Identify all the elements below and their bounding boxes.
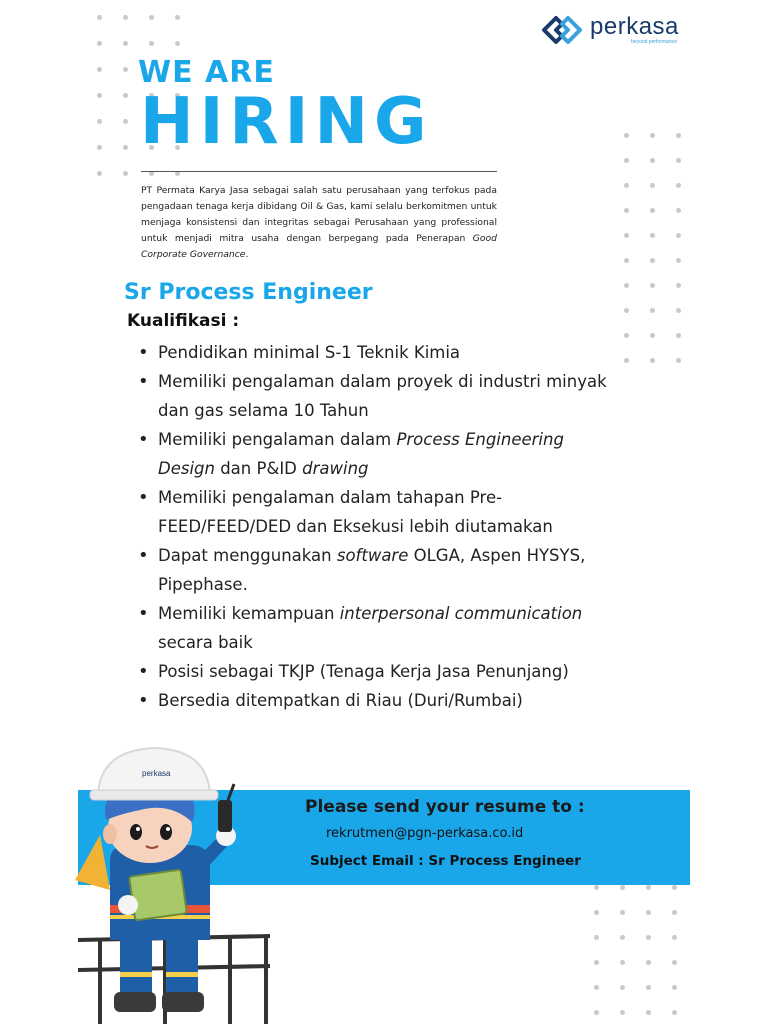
divider	[141, 171, 497, 172]
list-item: • Pendidikan minimal S-1 Teknik Kimia	[138, 338, 608, 367]
company-logo	[538, 12, 688, 48]
list-item: • Memiliki pengalaman dalam proyek di industri minyak dan gas selama 10 Tahun	[138, 367, 608, 425]
helmet-logo-text: perkasa	[142, 769, 171, 778]
list-item: • Dapat menggunakan software OLGA, Aspen HYSYS, Pipephase.	[138, 541, 608, 599]
list-item: • Memiliki pengalaman dalam Process Engineering Design dan P&ID drawing	[138, 425, 608, 483]
intro-italic: Good Corporate Governance	[141, 233, 497, 260]
dots-pattern-bottom-right	[594, 885, 677, 1015]
engineer-mascot-illustration	[70, 740, 280, 1024]
headline-hiring: HIRING	[140, 85, 433, 159]
intro-end: .	[245, 249, 249, 260]
apply-subject: Subject Email : Sr Process Engineer	[310, 853, 581, 869]
intro-text: PT Permata Karya Jasa sebagai salah satu perusahaan yang terfokus pada pengadaan tenaga kerja dibidang Oil & Gas, kami selalu berkomitmen untuk menjaga konsistensi dan integritas sebagai Perusahaan yang professional untuk menjadi mitra usaha dengan berpegang pada Penerapan	[141, 185, 497, 244]
list-item: • Memiliki pengalaman dalam tahapan Pre-FEED/FEED/DED dan Eksekusi lebih diutamakan	[138, 483, 608, 541]
company-intro	[141, 183, 497, 263]
list-item: • Posisi sebagai TKJP (Tenaga Kerja Jasa Penunjang)	[138, 657, 608, 686]
logo-tagline: beyond performance	[631, 39, 677, 45]
logo-wordmark: perkasa	[590, 13, 679, 40]
list-item: • Memiliki kemampuan interpersonal communication secara baik	[138, 599, 608, 657]
list-item: • Bersedia ditempatkan di Riau (Duri/Rumbai)	[138, 686, 608, 715]
dots-pattern-right	[624, 133, 681, 363]
qualifications-list	[138, 338, 608, 715]
job-title: Sr Process Engineer	[124, 280, 373, 305]
perkasa-logo-icon	[538, 12, 586, 48]
apply-heading: Please send your resume to :	[305, 797, 585, 817]
apply-email[interactable]: rekrutmen@pgn-perkasa.co.id	[326, 826, 524, 841]
qualifications-heading: Kualifikasi :	[127, 311, 240, 331]
headline-we-are: WE ARE	[138, 55, 275, 90]
